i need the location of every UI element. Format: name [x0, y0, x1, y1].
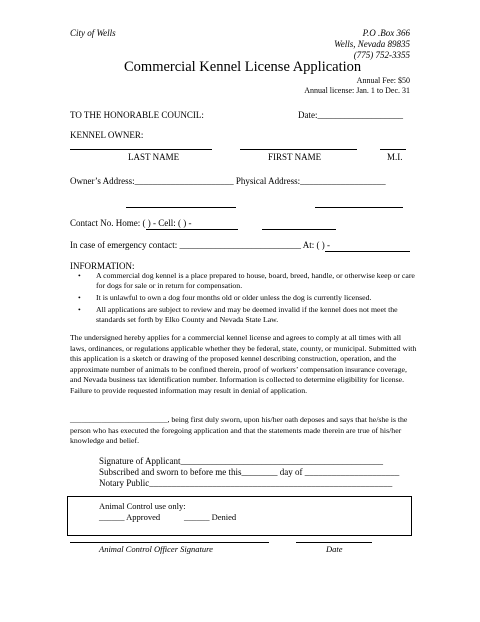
contact-number-field[interactable]: Contact No. Home: ( ) - Cell: ( ) -	[70, 218, 192, 228]
owner-address-field[interactable]: Owner’s Address:______________________ Physical Address:___________________	[70, 176, 386, 186]
cell-phone-line	[262, 229, 336, 230]
kennel-owner-label: KENNEL OWNER:	[70, 130, 144, 140]
middle-initial-field[interactable]	[380, 149, 406, 150]
po-box: P.O .Box 366	[362, 28, 410, 38]
denied-checkbox[interactable]: ______ Denied	[184, 512, 237, 522]
applicant-signature-field[interactable]: Signature of Applicant_____________________________________________	[99, 456, 383, 466]
approved-checkbox[interactable]: ______ Approved	[99, 512, 161, 522]
annual-fee: Annual Fee: $50	[356, 76, 410, 85]
officer-date-label: Date	[326, 544, 343, 554]
oath-statement: _________________________, being first duly sworn, upon his/her oath deposes and says that he/she is the person who has executed the foregoing application and that the statements made therein are true of his/her knowledge and belief.	[70, 415, 408, 446]
physical-address-line-2[interactable]	[315, 207, 403, 208]
notary-public-field[interactable]: Notary Public______________________________________________________	[99, 478, 393, 488]
page-title: Commercial Kennel License Application	[124, 59, 362, 75]
animal-control-heading: Animal Control use only:	[99, 501, 186, 511]
date-field[interactable]: Date:___________________	[298, 110, 403, 120]
city-state-zip: Wells, Nevada 89835	[334, 39, 410, 49]
officer-date-line[interactable]	[296, 542, 372, 543]
license-period: Annual license: Jan. 1 to Dec. 31	[304, 86, 410, 95]
officer-signature-label: Animal Control Officer Signature	[99, 544, 213, 554]
to-council-label: TO THE HONORABLE COUNCIL:	[70, 110, 204, 120]
first-name-field[interactable]	[240, 149, 357, 150]
last-name-label: LAST NAME	[128, 152, 180, 162]
owner-address-line-2[interactable]	[126, 207, 236, 208]
last-name-field[interactable]	[70, 149, 212, 150]
information-list	[86, 271, 416, 327]
information-heading: INFORMATION:	[70, 261, 135, 271]
emergency-contact-field[interactable]: In case of emergency contact: ___________________________ At: ( ) -	[70, 240, 331, 250]
emergency-phone-line	[325, 251, 410, 252]
applicant-statement: The undersigned hereby applies for a commercial kennel license and agrees to comply at all times with all laws, ordinances, or regulations applicable whether they be federal, state, county, or municipal. Submitted with this application is a sketch or drawing of the proposed kennel describing construction, operation, and the approximate number of animals to be confined therein, proof of workers’ compensation insurance coverage, and Nevada business tax identification number. Information is collected to determine eligibility for license. Failure to provide requested information may result in denial of application.	[70, 333, 417, 395]
middle-initial-label: M.I.	[387, 152, 403, 162]
first-name-label: FIRST NAME	[268, 152, 322, 162]
information-item: • All applications are subject to review and may be deemed invalid if the kennel does not meet the standards set forth by Elko County and Nevada State Law.	[86, 305, 416, 326]
phone-number: (775) 752-3355	[353, 50, 410, 60]
home-phone-line	[146, 229, 238, 230]
information-item: • A commercial dog kennel is a place prepared to house, board, breed, handle, or otherwise keep or care for dogs for sale or in return for compensation.	[86, 271, 416, 292]
officer-signature-line[interactable]	[70, 542, 269, 543]
city-name: City of Wells	[70, 28, 116, 38]
information-item: • It is unlawful to own a dog four months old or older unless the dog is currently licensed.	[86, 293, 416, 303]
subscribed-sworn-field[interactable]: Subscribed and sworn to before me this________ day of _____________________	[99, 467, 400, 477]
